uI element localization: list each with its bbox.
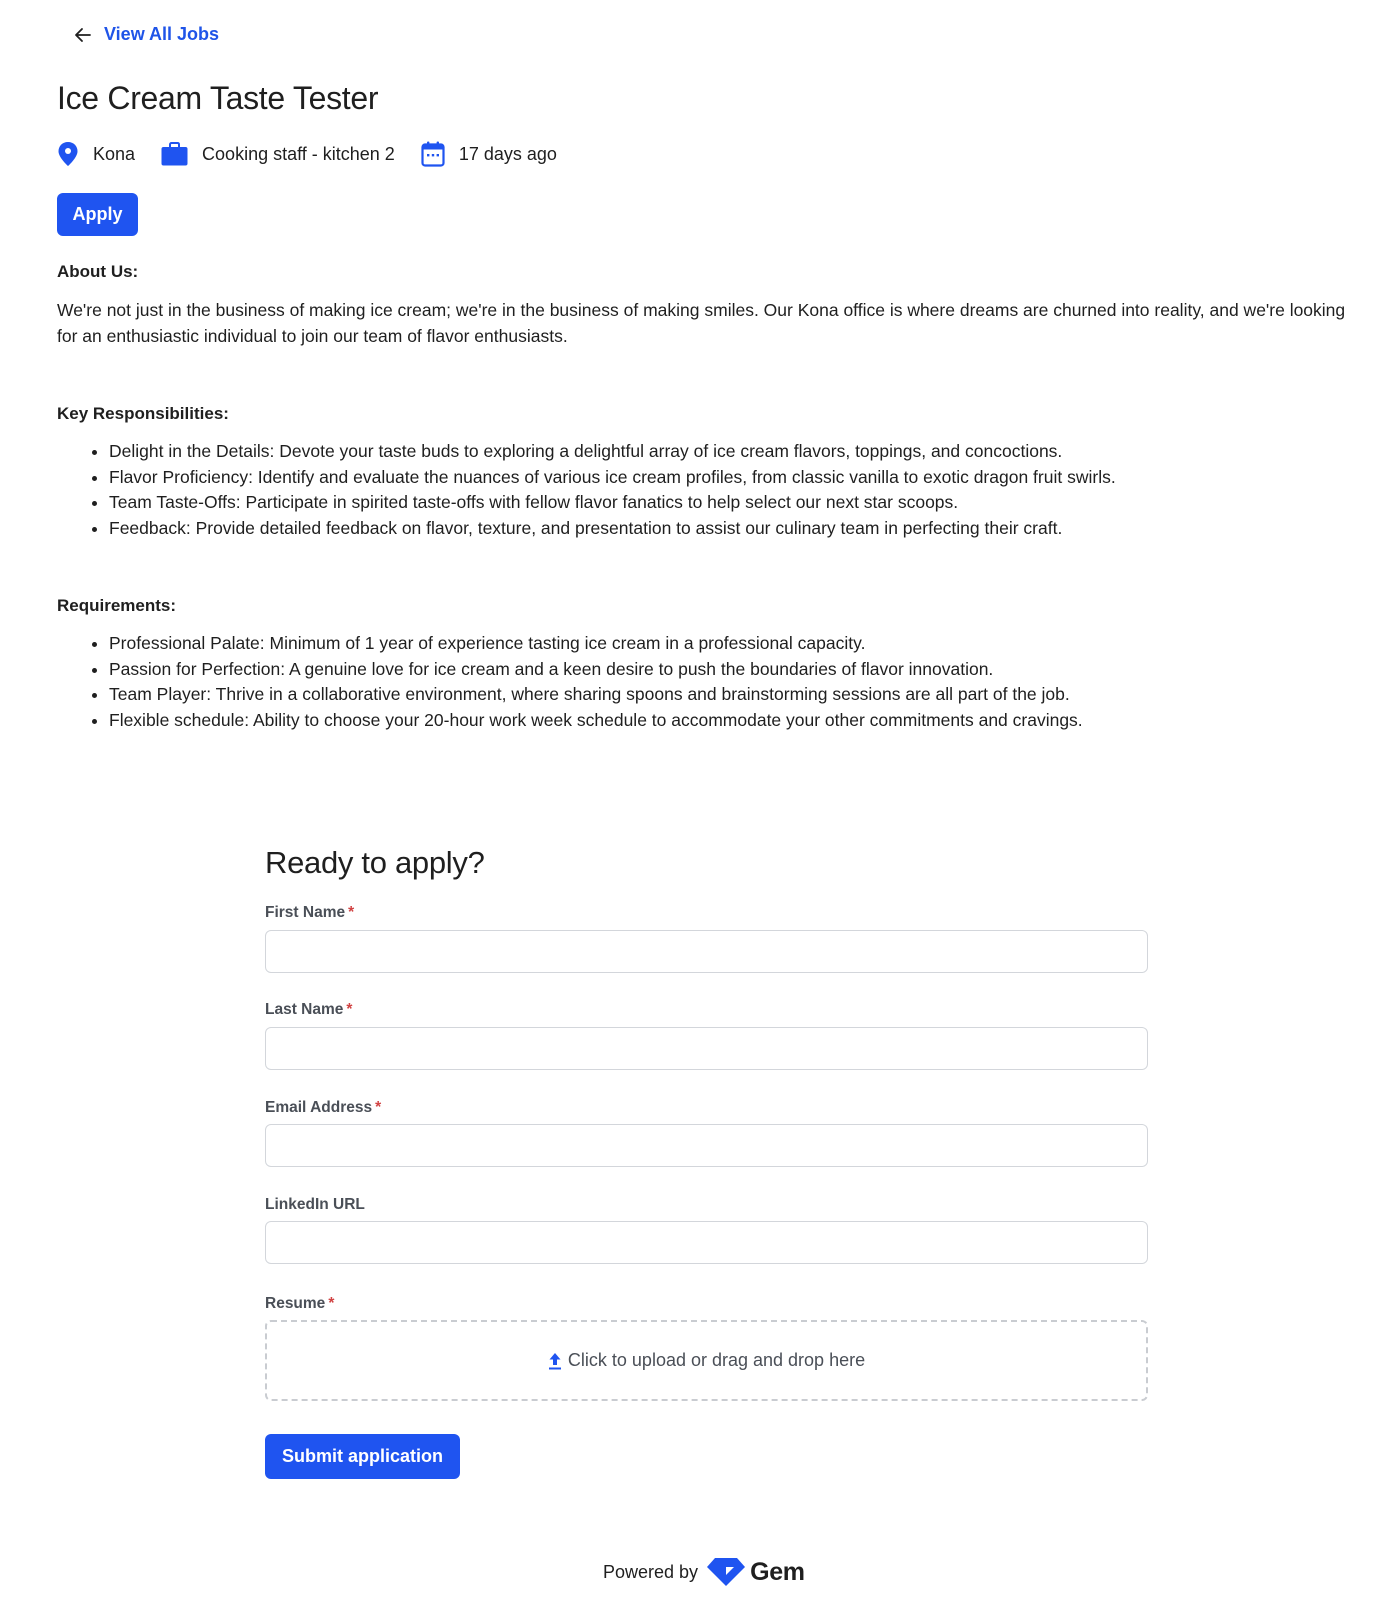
list-item: • Professional Palate: Minimum of 1 year of experience tasting ice cream in a professional capacity. xyxy=(109,631,1369,657)
resume-upload-dropzone[interactable] xyxy=(265,1320,1148,1401)
about-heading: About Us: xyxy=(57,262,139,281)
list-item: • Feedback: Provide detailed feedback on flavor, texture, and presentation to assist our culinary team in perfecting their craft. xyxy=(109,516,1369,542)
required-marker: * xyxy=(375,1099,382,1116)
about-text: We're not just in the business of making ice cream; we're in the business of making smiles. Our Kona office is where dreams are churned into reality, and we're looking for an enthusiastic individual to join our team of flavor enthusiasts. xyxy=(57,300,1346,346)
first-name-input[interactable] xyxy=(265,930,1148,973)
responsibilities-heading: Key Responsibilities: xyxy=(57,404,229,423)
last-name-input[interactable] xyxy=(265,1027,1148,1070)
resume-label-text: Resume xyxy=(265,1295,326,1312)
submit-application-button[interactable]: Submit application xyxy=(265,1434,460,1479)
requirements-list xyxy=(57,631,1369,733)
list-item: • Delight in the Details: Devote your taste buds to exploring a delightful array of ice cream flavors, toppings, and concoctions. xyxy=(109,439,1369,465)
gem-brand-name: Gem xyxy=(750,1557,805,1586)
first-name-label-text: First Name xyxy=(265,904,346,921)
first-name-label xyxy=(265,904,354,922)
required-marker: * xyxy=(348,904,355,921)
job-department-text: Cooking staff - kitchen 2 xyxy=(202,143,395,164)
upload-text: Click to upload or drag and drop here xyxy=(567,1350,866,1370)
list-item: • Flavor Proficiency: Identify and evaluate the nuances of various ice cream profiles, from classic vanilla to exotic dragon fruit swirls. xyxy=(109,465,1369,491)
calendar-icon xyxy=(421,141,445,167)
required-marker: * xyxy=(346,1001,353,1018)
list-item: • Flexible schedule: Ability to choose your 20-hour work week schedule to accommodate your other commitments and cravings. xyxy=(109,708,1369,734)
list-item: • Team Player: Thrive in a collaborative environment, where sharing spoons and brainstorming sessions are all part of the job. xyxy=(109,682,1369,708)
resume-label xyxy=(265,1295,334,1313)
job-department xyxy=(161,142,395,166)
list-item: • Passion for Perfection: A genuine love for ice cream and a keen desire to push the boundaries of flavor innovation. xyxy=(109,657,1369,683)
requirements-heading: Requirements: xyxy=(57,596,177,615)
linkedin-label xyxy=(265,1196,365,1214)
job-location-text: Kona xyxy=(93,143,136,164)
job-posted-text: 17 days ago xyxy=(458,143,557,164)
briefcase-icon xyxy=(161,142,188,166)
job-meta-row xyxy=(57,138,583,170)
linkedin-label-text: LinkedIn URL xyxy=(265,1196,365,1213)
view-all-jobs-link[interactable] xyxy=(74,24,219,45)
last-name-label xyxy=(265,1001,352,1019)
job-location xyxy=(57,141,135,167)
email-label xyxy=(265,1099,381,1117)
required-marker: * xyxy=(328,1295,335,1312)
email-label-text: Email Address xyxy=(265,1099,373,1116)
powered-by-footer xyxy=(603,1555,805,1589)
gem-logo-icon xyxy=(706,1557,746,1587)
linkedin-input[interactable] xyxy=(265,1221,1148,1264)
job-posted xyxy=(421,141,557,167)
email-input[interactable] xyxy=(265,1124,1148,1167)
last-name-label-text: Last Name xyxy=(265,1001,344,1018)
job-title: Ice Cream Taste Tester xyxy=(57,80,379,116)
map-pin-icon xyxy=(57,141,79,167)
view-all-jobs-label: View All Jobs xyxy=(104,24,220,44)
apply-button[interactable]: Apply xyxy=(57,193,138,236)
apply-form-heading: Ready to apply? xyxy=(265,845,485,880)
upload-icon xyxy=(548,1352,562,1370)
list-item: • Team Taste-Offs: Participate in spirited taste-offs with fellow flavor fanatics to help select our next star scoops. xyxy=(109,490,1369,516)
responsibilities-list xyxy=(57,439,1369,541)
powered-by-label: Powered by xyxy=(603,1561,699,1582)
arrow-left-icon xyxy=(74,27,92,43)
